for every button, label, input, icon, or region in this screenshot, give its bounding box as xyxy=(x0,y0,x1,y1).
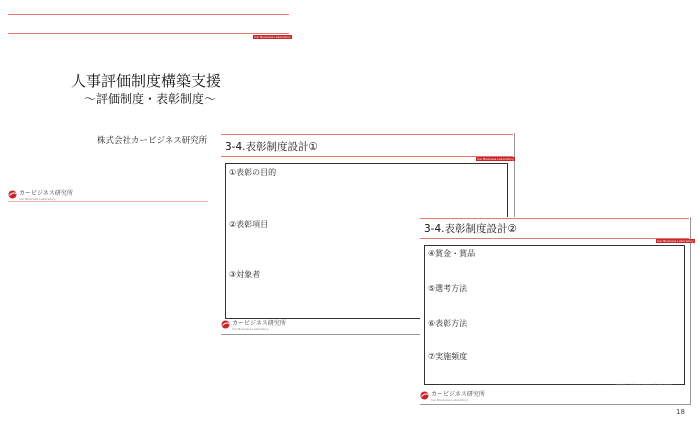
slide-2-item-7: ⑦実施頻度 xyxy=(428,352,468,361)
slide-1-tag: Car Business Laboratory xyxy=(477,157,514,161)
slide-2-tag: Car Business Laboratory xyxy=(657,239,694,243)
slide-2-logo xyxy=(420,391,485,402)
slide-2-copyright: Copyright(C) Car Business Laboratory. All rights reserved. xyxy=(615,384,673,386)
logo-mark-icon xyxy=(8,190,17,199)
logo-mark-icon xyxy=(420,391,429,400)
cover-logo xyxy=(8,190,73,201)
slide-2-item-4: ④賞金・賞品 xyxy=(428,249,476,258)
slide-1-title: 3-4.表彰制度設計① xyxy=(225,141,318,153)
slide-1-item-2: ②表彰項目 xyxy=(229,220,269,229)
slide-2-title-rule xyxy=(420,238,689,239)
cover-top-rule xyxy=(8,14,289,15)
slide-1-item-1: ①表彰の目的 xyxy=(229,168,277,177)
cover-subtitle: ～評価制度・表彰制度～ xyxy=(84,92,217,106)
logo-name-en: Car Business Laboratory xyxy=(431,398,468,402)
logo-name-jp: カービジネス研究所 xyxy=(431,391,485,398)
cover-title: 人事評価制度構築支援 xyxy=(71,72,222,90)
slide-1-title-rule xyxy=(221,156,513,157)
cover-tag: Car Business Laboratory xyxy=(254,35,291,39)
slide-2-content-box xyxy=(424,245,685,385)
slide-1-top-rule xyxy=(221,134,513,135)
page-number: 18 xyxy=(676,408,685,416)
cover-top-rule-2 xyxy=(8,33,289,34)
slide-2 xyxy=(420,217,694,405)
logo-name-jp: カービジネス研究所 xyxy=(19,190,73,197)
cover-company: 株式会社カービジネス研究所 xyxy=(97,136,208,146)
logo-name-jp: カービジネス研究所 xyxy=(232,320,286,327)
slide-2-item-5: ⑤選考方法 xyxy=(428,284,468,293)
logo-name-en: Car Business Laboratory xyxy=(19,197,56,201)
slide-2-title: 3-4.表彰制度設計② xyxy=(424,223,517,235)
logo-name-en: Car Business Laboratory xyxy=(232,327,269,331)
slide-2-top-rule xyxy=(420,218,689,219)
logo-mark-icon xyxy=(221,320,230,329)
cover-logo-rule xyxy=(8,201,208,202)
slide-1-item-3: ③対象者 xyxy=(229,270,261,279)
slide-1-logo xyxy=(221,320,286,331)
slide-2-item-6: ⑥表彰方法 xyxy=(428,319,468,328)
